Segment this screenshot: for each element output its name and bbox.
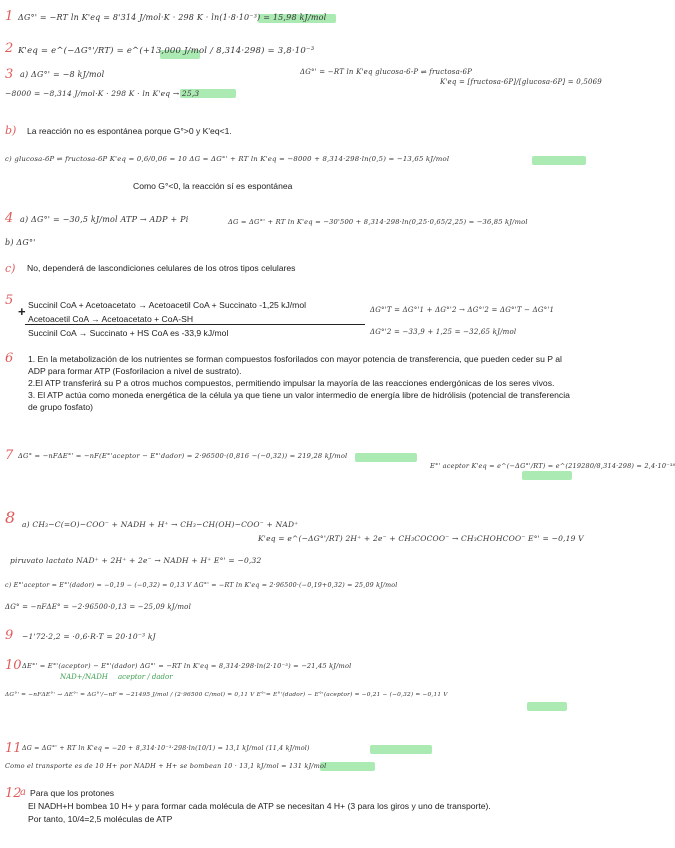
handwritten-equation: ΔG° = −nFΔE° = −2·96500·0,13 = −25,09 kJ/mol (5, 603, 192, 611)
question-number: 1 (5, 9, 14, 24)
question-number: 2 (5, 41, 14, 56)
handwritten-equation: c) E°'aceptor = E°'(dador) = −0,19 − (−0,32) = 0,13 V ΔG°' = −RT ln K'eq = 2·96500·(−0,19+0,32) = 25,09 kJ/mol (5, 582, 398, 589)
answer-text: El NADH+H bombea 10 H+ y para formar cada molécula de ATP se necesitan 4 H+ (3 para los giros y uno de transporte). (28, 801, 491, 811)
handwritten-equation: ΔG° = −nFΔE°' = −nF(E°'aceptor − E°'dador) = 2·96500·(0,816 −(−0,32)) = 219,28 kJ/mol (18, 452, 348, 460)
subquestion-label: c) (5, 262, 16, 275)
handwritten-equation: Como el transporte es de 10 H+ por NADH + H+ se bombean 10 · 13,1 kJ/mol = 131 kJ/mol (5, 762, 327, 770)
handwritten-equation: ΔG°'T = ΔG°'1 + ΔG°'2 → ΔG°'2 = ΔG°'T − ΔG°'1 (370, 306, 555, 314)
answer-text: Por tanto, 10/4=2,5 moléculas de ATP (28, 814, 173, 824)
handwritten-equation: ΔG°' = −RT ln K'eq = 8'314 J/mol·K · 298 K · ln(1·8·10⁻³) = 15,98 kJ/mol (18, 13, 327, 22)
answer-highlight (527, 702, 567, 711)
answer-highlight (320, 762, 375, 771)
handwritten-equation: a) CH₃−C(=O)−COO⁻ + NADH + H⁺ → CH₃−CH(OH)−COO⁻ + NAD⁺ (22, 520, 299, 529)
question-number: 4 (5, 211, 14, 226)
reaction-line: Acetoacetil CoA → Acetoacetato + CoA-SH (28, 314, 194, 324)
question-number: 5 (5, 293, 14, 308)
reaction-line: Succinil CoA + Acetoacetato → Acetoacetil CoA + Succinato -1,25 kJ/mol (28, 300, 307, 310)
question-number: 7 (5, 448, 14, 463)
answer-highlight (355, 453, 417, 462)
green-annotation: NAD+/NADH (60, 673, 108, 681)
reaction-line: Succinil CoA → Succinato + HS CoA es -33,9 kJ/mol (28, 328, 229, 338)
question-number: 3 (5, 67, 14, 82)
question-number: 12 (5, 786, 22, 801)
handwritten-equation: E°' aceptor K'eq = e^(−ΔG°'/RT) = e^(219280/8,314·298) = 2,4·10⁻³⁸ (430, 462, 675, 470)
answer-text: 1. En la metabolización de los nutrientes se forman compuestos fosforilados con mayor potencia de transferencia, que pueden ceder su P al ADP para formar ATP (Fosforilacion a nivel de sustrato). 2.El ATP transferirá su P a otros muchos compuestos, permitiendo impulsar la mayoría de las reacciones endergónicas de los seres vivos. 3. El ATP actúa como moneda energética de la célula ya que tiene un valor intermedio de energía libre de hidrólisis (potencial de transferencia de grupo fosfato) (28, 354, 570, 412)
answer-text: La reacción no es espontánea porque G°>0 y K'eq<1. (27, 126, 232, 136)
handwritten-equation: ΔG°' = −RT ln K'eq glucosa-6-P ⇌ fructosa-6P (300, 68, 473, 76)
answer-text: No, dependerá de lascondiciones celulares de los otros tipos celulares (27, 263, 296, 273)
plus-sign: + (18, 304, 26, 319)
handwritten-equation: −1'72·2,2 = ·0,6·R·T = 20·10⁻³ kJ (22, 632, 156, 641)
question-number: 10 (5, 658, 22, 673)
handwritten-equation: K'eq = e^(−ΔG°'/RT) = e^(+13,000 J/mol / 8,314·298) = 3,8·10⁻³ (18, 46, 315, 56)
handwritten-equation: a) ΔG°' = −8 kJ/mol (20, 70, 105, 79)
handwritten-equation: ΔE°' = E°'(aceptor) − E°'(dador) ΔG°' = −RT ln K'eq = 8,314·298·ln(2·10⁻³) = −21,45 kJ/mol (22, 662, 352, 670)
green-annotation: aceptor / dador (118, 673, 173, 681)
handwritten-equation: K'eq = [fructosa-6P]/[glucosa-6P] = 0,5069 (440, 78, 602, 86)
sum-line (25, 324, 365, 325)
handwritten-equation: ΔG = ΔG°' + RT ln K'eq = −20 + 8,314·10⁻³·298·ln(10/1) = 13,1 kJ/mol (11,4 kJ/mol) (22, 745, 310, 752)
handwritten-equation: K'eq = e^(−ΔG°'/RT) 2H⁺ + 2e⁻ + CH₃COCOO⁻ → CH₃CHOHCOO⁻ E°' = −0,19 V (258, 534, 584, 543)
subquestion-label: b) (5, 124, 17, 137)
answer-highlight (370, 745, 432, 754)
handwritten-equation: ΔG = ΔG°' + RT ln K'eq = −30'500 + 8,314·298·ln(0,25·0,65/2,25) = −36,85 kJ/mol (228, 218, 528, 226)
answer-highlight (522, 471, 572, 480)
handwritten-equation: ΔG°'2 = −33,9 + 1,25 = −32,65 kJ/mol (370, 328, 517, 336)
answer-text: Como G°<0, la reacción sí es espontánea (133, 181, 293, 191)
question-number: 11 (5, 741, 22, 756)
handwritten-equation: piruvato lactato NAD⁺ + 2H⁺ + 2e⁻ → NADH + H⁺ E°' = −0,32 (10, 556, 262, 565)
handwritten-equation: b) ΔG°' (5, 238, 36, 247)
answer-highlight (532, 156, 586, 165)
handwritten-equation: −8000 = −8,314 J/mol·K · 298 K · ln K'eq → 25,3 (5, 89, 200, 98)
handwritten-equation: ΔG°' = −nFΔE°' → ΔE°' = ΔG°'/−nF = −21495 J/mol / (2·96500 C/mol) = 0,11 V E°'= E°'(dador) − E°'(aceptor) = −0,21 − (−0,32) = −0,11 V (5, 692, 448, 698)
question-number: 9 (5, 628, 14, 643)
question-number: 6 (5, 351, 14, 366)
answer-text: Para que los protones (30, 788, 115, 798)
handwritten-equation: c) glucosa-6P ⇌ fructosa-6P K'eq = 0,6/0,06 = 10 ΔG = ΔG°' + RT ln K'eq = −8000 + 8,314·298·ln(0,5) = −13,65 kJ/mol (5, 155, 450, 163)
subquestion-label: a (20, 787, 26, 798)
question-number: 8 (5, 508, 16, 527)
handwritten-equation: a) ΔG°' = −30,5 kJ/mol ATP → ADP + Pi (20, 215, 189, 224)
